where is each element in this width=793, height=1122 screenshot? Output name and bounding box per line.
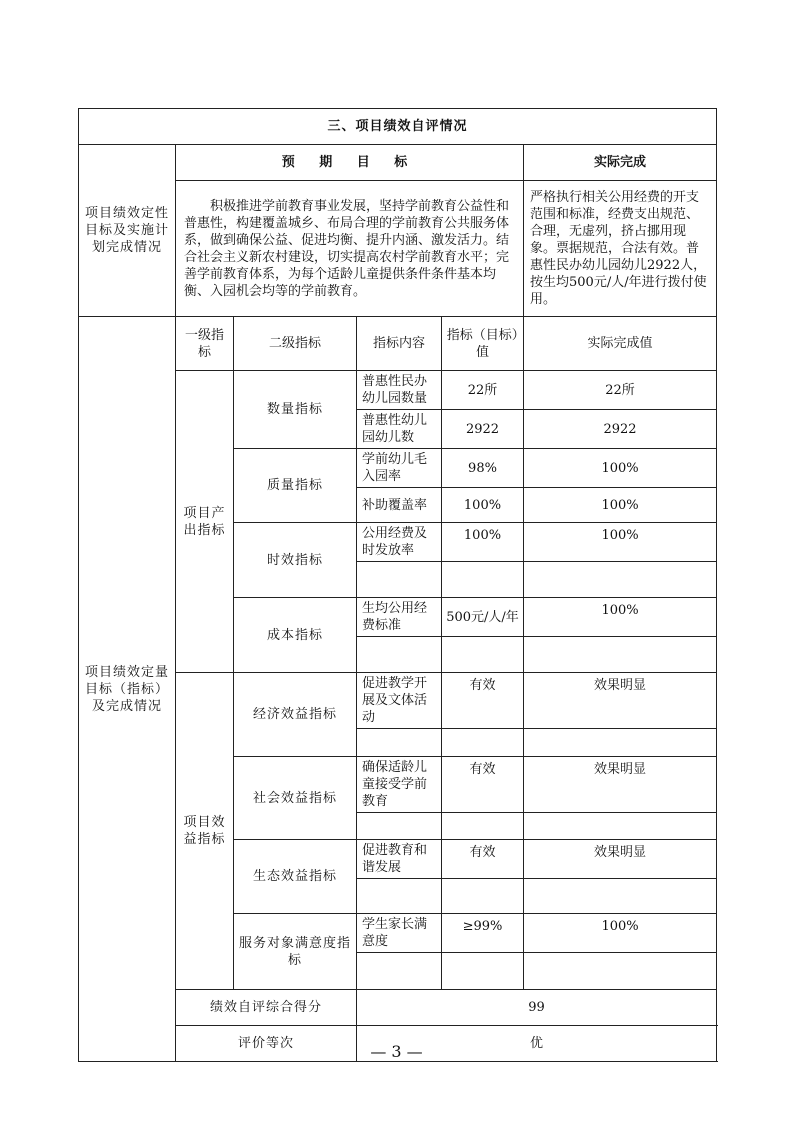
target-value: 22所: [442, 371, 524, 410]
actual-value: 效果明显: [524, 673, 717, 729]
section-title-row: [79, 109, 717, 145]
level2-ecological: 生态效益指标: [234, 840, 357, 914]
actual-value: 22所: [524, 371, 717, 410]
level2-timeliness: 时效指标: [234, 523, 357, 598]
actual-text: 严格执行相关公用经费的开支范围和标准，经费支出规范、合理，无虚列，挤占挪用现象。票据规范，合法有效。普惠性民办幼儿园幼儿2922人，按生均500元/人/年进行拨付使用。: [524, 181, 717, 317]
target-value: 有效: [442, 673, 524, 729]
target-value: [442, 562, 524, 598]
actual-value: [524, 879, 717, 914]
indicator-content: 学生家长满意度: [357, 914, 442, 953]
indicator-content: 生均公用经费标准: [357, 598, 442, 637]
target-value: 有效: [442, 757, 524, 813]
actual-value: 效果明显: [524, 840, 717, 879]
level2-economic: 经济效益指标: [234, 673, 357, 757]
indicator-content: [357, 562, 442, 598]
actual-value: [524, 813, 717, 840]
target-value: [442, 953, 524, 990]
performance-table: [78, 108, 717, 1062]
target-value: 98%: [442, 449, 524, 488]
actual-value: 2922: [524, 410, 717, 449]
target-value: ≥99%: [442, 914, 524, 953]
actual-value: 100%: [524, 488, 717, 523]
indicator-content: 学前幼儿毛入园率: [357, 449, 442, 488]
indicator-content: 促进教育和谐发展: [357, 840, 442, 879]
page-number: — 3 —: [370, 1042, 423, 1061]
level1-benefit: 项目效益指标: [176, 673, 234, 990]
actual-value: [524, 562, 717, 598]
score-value: 99: [357, 990, 717, 1026]
indicator-content: 促进教学开展及文体活动: [357, 673, 442, 729]
indicator-content: 公用经费及时发放率: [357, 523, 442, 562]
actual-value: 效果明显: [524, 757, 717, 813]
actual-value: 100%: [524, 914, 717, 953]
section-title: 三、项目绩效自评情况: [79, 109, 717, 145]
target-value: [442, 637, 524, 673]
target-col-header: 指标（目标）值: [442, 317, 524, 371]
indicator-content: 普惠性幼儿园幼儿数: [357, 410, 442, 449]
actual-value: 100%: [524, 449, 717, 488]
content-col-header: 指标内容: [357, 317, 442, 371]
qualitative-header-row: [79, 145, 717, 181]
indicator-content: [357, 637, 442, 673]
actual-value: 100%: [524, 523, 717, 562]
actual-header: 实际完成: [524, 145, 717, 181]
quantitative-label: 项目绩效定量目标（指标）及完成情况: [79, 317, 176, 1062]
indicator-content: [357, 813, 442, 840]
grade-label: 评价等次: [176, 1026, 357, 1062]
actual-value: [524, 953, 717, 990]
score-label: 绩效自评综合得分: [176, 990, 357, 1026]
level2-col-header: 二级指标: [234, 317, 357, 371]
actual-col-header: 实际完成值: [524, 317, 717, 371]
grade-value: 优: [357, 1026, 717, 1062]
level2-quality: 质量指标: [234, 449, 357, 523]
target-value: [442, 729, 524, 757]
actual-value: [524, 729, 717, 757]
actual-value: [524, 637, 717, 673]
goal-header: 预 期 目 标: [176, 145, 524, 181]
indicator-content: 补助覆盖率: [357, 488, 442, 523]
target-value: 500元/人/年: [442, 598, 524, 637]
indicator-content: [357, 729, 442, 757]
indicator-content: [357, 879, 442, 914]
target-value: 有效: [442, 840, 524, 879]
target-value: 100%: [442, 488, 524, 523]
performance-evaluation-sheet: [78, 108, 716, 1062]
actual-value: 100%: [524, 598, 717, 637]
level2-quantity: 数量指标: [234, 371, 357, 449]
level2-social: 社会效益指标: [234, 757, 357, 840]
level2-cost: 成本指标: [234, 598, 357, 673]
level1-col-header: 一级指标: [176, 317, 234, 371]
target-value: 100%: [442, 523, 524, 562]
target-value: [442, 813, 524, 840]
level2-satisfaction: 服务对象满意度指标: [234, 914, 357, 990]
indicator-content: 确保适龄儿童接受学前教育: [357, 757, 442, 813]
indicator-content: [357, 953, 442, 990]
indicator-content: 普惠性民办幼儿园数量: [357, 371, 442, 410]
target-value: 2922: [442, 410, 524, 449]
level1-output: 项目产出指标: [176, 371, 234, 673]
goal-text: 积极推进学前教育事业发展，坚持学前教育公益性和普惠性，构建覆盖城乡、布局合理的学前教育公共服务体系，做到确保公益、促进均衡、提升内涵、激发活力。结合社会主义新农村建设，切实提高农村学前教育水平；完善学前教育体系，为每个适龄儿童提供条件条件基本均衡、入园机会均等的学前教育。: [176, 181, 524, 317]
quantitative-header-row: [79, 317, 717, 371]
qualitative-label: 项目绩效定性目标及实施计划完成情况: [79, 145, 176, 317]
target-value: [442, 879, 524, 914]
